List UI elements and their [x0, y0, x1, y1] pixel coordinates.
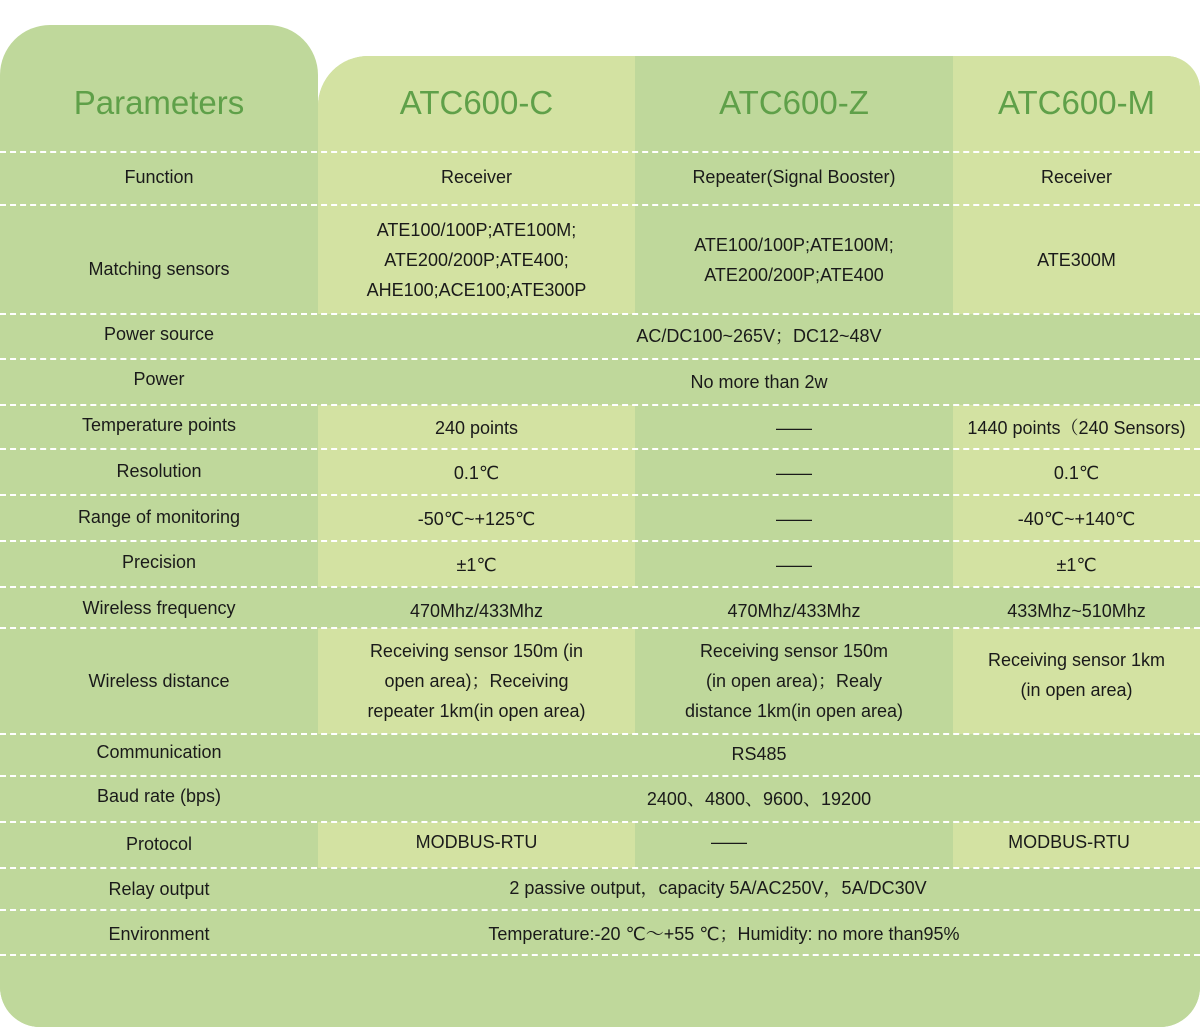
row-divider [0, 151, 1200, 153]
label-environment: Environment [108, 924, 210, 944]
resolution-m: 0.1℃ [1053, 463, 1100, 483]
matching-c-line3: AHE100;ACE100;ATE300P [366, 280, 587, 300]
label-baud-rate: Baud rate (bps) [96, 786, 222, 806]
row-divider [0, 540, 1200, 542]
label-power: Power [133, 369, 185, 389]
environment-value: Temperature:-20 ℃～+55 ℃；Humidity: no more than95% [488, 924, 960, 944]
precision-z: —— [776, 555, 812, 575]
temp-points-c: 240 points [434, 417, 519, 438]
relay-value: 2 passive output，capacity 5A/AC250V，5A/DC30V [509, 878, 927, 898]
matching-z [635, 206, 953, 314]
protocol-c: MODBUS-RTU [415, 832, 538, 852]
range-c: -50℃~+125℃ [417, 509, 536, 529]
distance-z-line1: Receiving sensor 150m [699, 641, 889, 661]
label-precision: Precision [121, 552, 197, 572]
label-protocol: Protocol [125, 834, 193, 854]
function-m: Receiver [1040, 167, 1113, 187]
temp-points-z: —— [776, 417, 812, 438]
row-divider [0, 627, 1200, 629]
row-divider [0, 867, 1200, 869]
matching-c-line2: ATE200/200P;ATE400; [384, 250, 569, 270]
row-divider [0, 448, 1200, 450]
row-divider [0, 404, 1200, 406]
precision-c: ±1℃ [456, 555, 497, 575]
function-c: Receiver [440, 167, 513, 187]
row-divider [0, 909, 1200, 911]
label-relay-output: Relay output [108, 879, 210, 899]
label-wireless-distance: Wireless distance [88, 671, 230, 691]
row-divider [0, 358, 1200, 360]
label-wireless-frequency: Wireless frequency [82, 598, 236, 618]
matching-c [318, 206, 635, 314]
communication-value: RS485 [731, 744, 787, 764]
distance-z [635, 635, 953, 727]
header-atc600-z: ATC600-Z [719, 84, 869, 121]
distance-m-line1: Receiving sensor 1km [987, 650, 1166, 670]
range-z: —— [776, 509, 812, 529]
row-divider [0, 733, 1200, 735]
range-m: -40℃~+140℃ [1017, 509, 1136, 529]
frequency-z: 470Mhz/433Mhz [727, 601, 861, 621]
label-communication: Communication [96, 742, 222, 762]
baud-value: 2400、4800、9600、19200 [646, 789, 872, 809]
power-source-value: AC/DC100~265V；DC12~48V [636, 326, 882, 346]
row-divider [0, 586, 1200, 588]
resolution-z: —— [776, 463, 812, 483]
precision-m: ±1℃ [1056, 555, 1097, 575]
matching-z-line1: ATE100/100P;ATE100M; [694, 235, 894, 255]
matching-m: ATE300M [1037, 250, 1116, 270]
distance-m-line2: (in open area) [1020, 680, 1133, 700]
table-footer-bg [0, 955, 1200, 1027]
row-divider [0, 954, 1200, 956]
frequency-m: 433Mhz~510Mhz [1007, 601, 1146, 621]
label-matching-sensors: Matching sensors [88, 259, 230, 279]
label-function: Function [124, 167, 194, 187]
distance-c-line2: open area)；Receiving [384, 671, 569, 691]
header-atc600-c: ATC600-C [318, 56, 635, 150]
label-power-source: Power source [103, 324, 215, 344]
distance-z-line2: (in open area)；Realy [705, 671, 883, 691]
row-divider [0, 204, 1200, 206]
label-resolution: Resolution [116, 461, 202, 481]
header-atc600-m: ATC600-M [953, 56, 1200, 150]
matching-z-line2: ATE200/200P;ATE400 [704, 265, 884, 285]
frequency-c: 470Mhz/433Mhz [409, 601, 544, 621]
matching-c-line1: ATE100/100P;ATE100M; [376, 220, 577, 240]
row-divider [0, 775, 1200, 777]
row-divider [0, 494, 1200, 496]
row-divider [0, 313, 1200, 315]
label-range-of-monitoring: Range of monitoring [77, 507, 241, 527]
distance-c-line3: repeater 1km(in open area) [367, 701, 586, 721]
temp-points-m: 1440 points（240 Sensors) [967, 417, 1186, 438]
protocol-z: —— [711, 832, 747, 852]
power-value: No more than 2w [690, 372, 828, 392]
protocol-m: MODBUS-RTU [1008, 832, 1130, 852]
distance-z-line3: distance 1km(in open area) [684, 701, 904, 721]
label-temperature-points: Temperature points [81, 415, 237, 435]
distance-c [318, 635, 635, 727]
row-divider [0, 821, 1200, 823]
distance-m [953, 628, 1200, 722]
header-parameters: Parameters [73, 84, 245, 121]
distance-c-line1: Receiving sensor 150m (in [369, 641, 584, 661]
function-z: Repeater(Signal Booster) [692, 167, 896, 187]
resolution-c: 0.1℃ [453, 463, 500, 483]
